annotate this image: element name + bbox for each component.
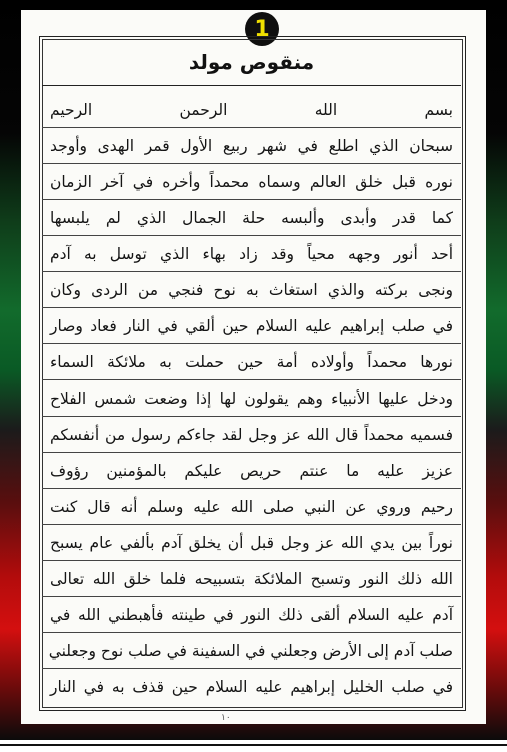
text-line: نوراً بين يدي الله عز وجل قبل أن يخلق آدم بألفي عام يسبح [42, 527, 461, 561]
footer-mark: ١٠ [221, 713, 231, 723]
title-box [42, 39, 461, 86]
text-line: الله ذلك النور وتسبح الملائكة بتسبيحه فلما خلق الله تعالى [42, 563, 461, 597]
text-line: بسم الله الرحمن الرحيم [42, 94, 461, 128]
text-line: نوره قبل خلق العالم وسماه محمداً وأخره في آخر الزمان [42, 166, 461, 200]
text-line: ودخل عليها الأنبياء وهم يقولون لها إذا وضعت شمس الفلاح [42, 383, 461, 417]
bottom-rule [0, 744, 507, 746]
text-line: عزيز عليه ما عنتم حريص عليكم بالمؤمنين رؤوف [42, 455, 461, 489]
text-line: فسميه محمداً قال الله عز وجل لقد جاءكم رسول من أنفسكم [42, 419, 461, 453]
text-line: في صلب الخليل إبراهيم عليه السلام حين قذف به في النار [50, 678, 453, 696]
text-line: في صلب إبراهيم عليه السلام حين ألقي في النار فعاد وصار [42, 310, 461, 344]
text-line: آدم عليه السلام ألقى ذلك النور في طينته فأهبطني الله في [42, 599, 461, 633]
text-line: ونجى بركته والذي استغاث به نوح فنجي من الردى وكان [42, 274, 461, 308]
text-line: كما قدر وأبدى وألبسه حلة الجمال الذي لم يلبسها [42, 202, 461, 236]
text-line: صلب آدم إلى الأرض وجعلني في السفينة في صلب نوح وجعلني [42, 635, 461, 669]
text-line: رحيم وروي عن النبي صلى الله عليه وسلم أنه قال كنت [42, 491, 461, 525]
text-line: سبحان الذي اطلع في شهر ربيع الأول قمر الهدى وأوجد [42, 130, 461, 164]
page-title: منقوص مولد [188, 50, 315, 74]
manuscript-page [21, 10, 486, 724]
text-line: أحد أنور وجهه محياً وقد زاد بهاء الذي توسل به آدم [42, 238, 461, 272]
page-number: 1 [254, 16, 270, 42]
text-body [42, 94, 461, 704]
text-line: نورها محمداً وأولاده أمة حين حملت به ملائكة السماء [42, 346, 461, 380]
